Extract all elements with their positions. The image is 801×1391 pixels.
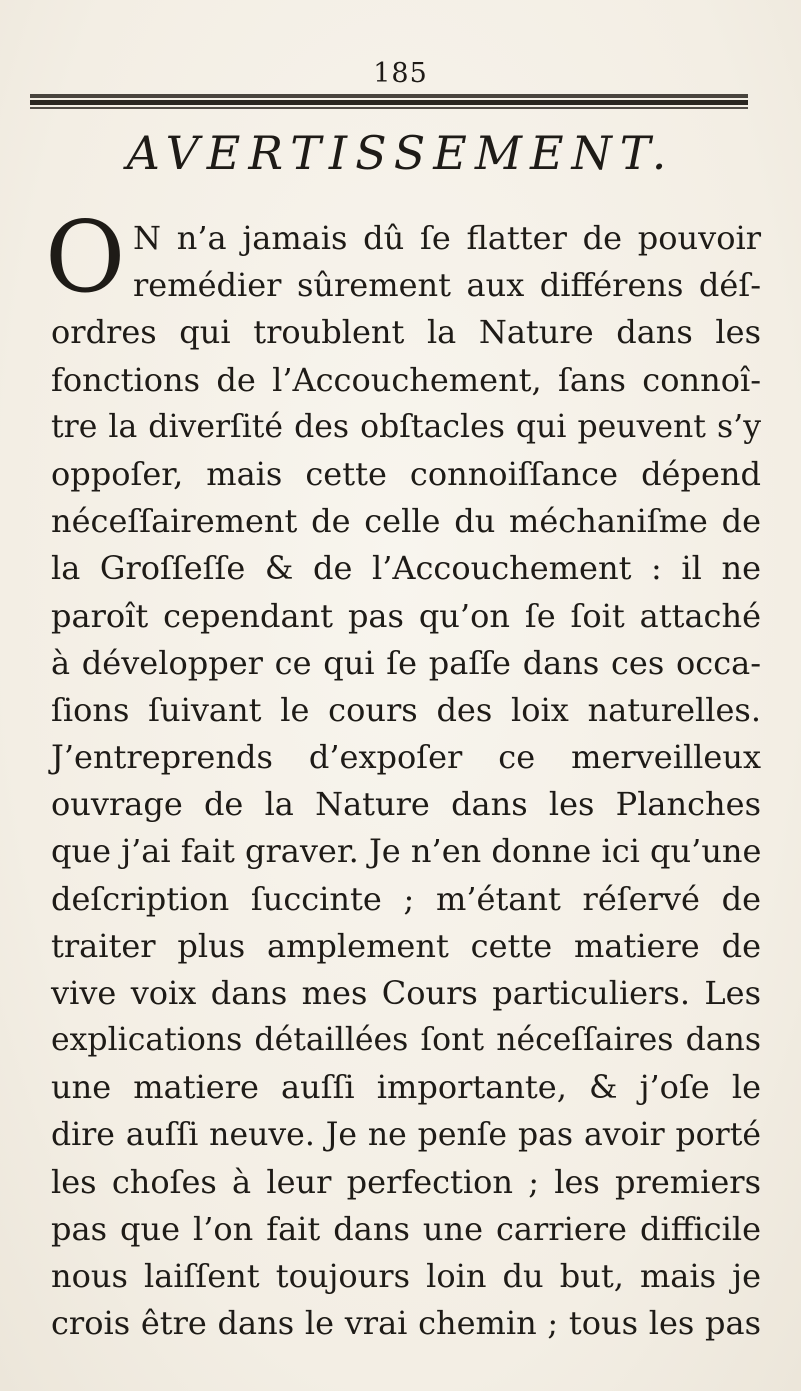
text-line: paroît cependant pas qu’on ſe ſoit attaché [51,596,761,635]
text-line: remédier sûrement aux différens déſ- [133,266,761,305]
text-line: dire auſſi neuve. Je ne penſe pas avoir porté [51,1116,761,1153]
text-line: la Groſſeſſe & de l’Accouchement : il ne [51,549,761,588]
text-line: ſions ſuivant le cours des loix naturelles. [51,690,761,729]
text-line: les choſes à leur perfection ; les premiers [51,1162,761,1201]
text-line: explications détaillées ſont néceſſaires dans [51,1022,761,1059]
text-line: fonctions de l’Accouchement, ſans connoî- [51,360,761,399]
headband-rule-middle [30,100,748,105]
drop-cap: O [45,201,126,315]
text-line: néceſſairement de celle du méchaniſme de [51,502,761,541]
text-line: nous laiſſent toujours loin du but, mais je [51,1257,761,1296]
text-line: N n’a jamais dû ſe flatter de pouvoir [133,219,761,257]
text-line: que j’ai fait graver. Je n’en donne ici qu’une [51,832,762,871]
headband-rule-bottom [30,107,748,109]
text-line: ouvrage de la Nature dans les Planches [51,785,761,824]
text-line: ordres qui troublent la Nature dans les [51,313,761,352]
text-line: deſcription ſuccinte ; m’étant réſervé de [51,879,761,918]
text-line: J’entreprends d’expoſer ce merveilleux [51,738,761,777]
text-line: tre la diverſité des obſtacles qui peuvent s’y [51,408,761,445]
text-line: crois être dans le vrai chemin ; tous les pas [51,1304,761,1343]
section-heading: AVERTISSEMENT. [126,126,675,180]
text-line: une matiere auſſi importante, & j’oſe le [51,1068,761,1107]
text-line: traiter plus amplement cette matiere de [51,926,761,965]
body-text [45,201,762,1348]
page-number: 185 [373,58,428,89]
text-line: oppoſer, mais cette connoiſſance dépend [51,454,761,493]
text-line: pas que l’on fait dans une carriere difficile [51,1209,761,1248]
ornamental-headband [30,94,748,110]
text-line: vive voix dans mes Cours particuliers. Les [51,974,761,1012]
text-line: à développer ce qui ſe paſſe dans ces occa- [51,643,761,682]
headband-rule-top [30,94,748,98]
